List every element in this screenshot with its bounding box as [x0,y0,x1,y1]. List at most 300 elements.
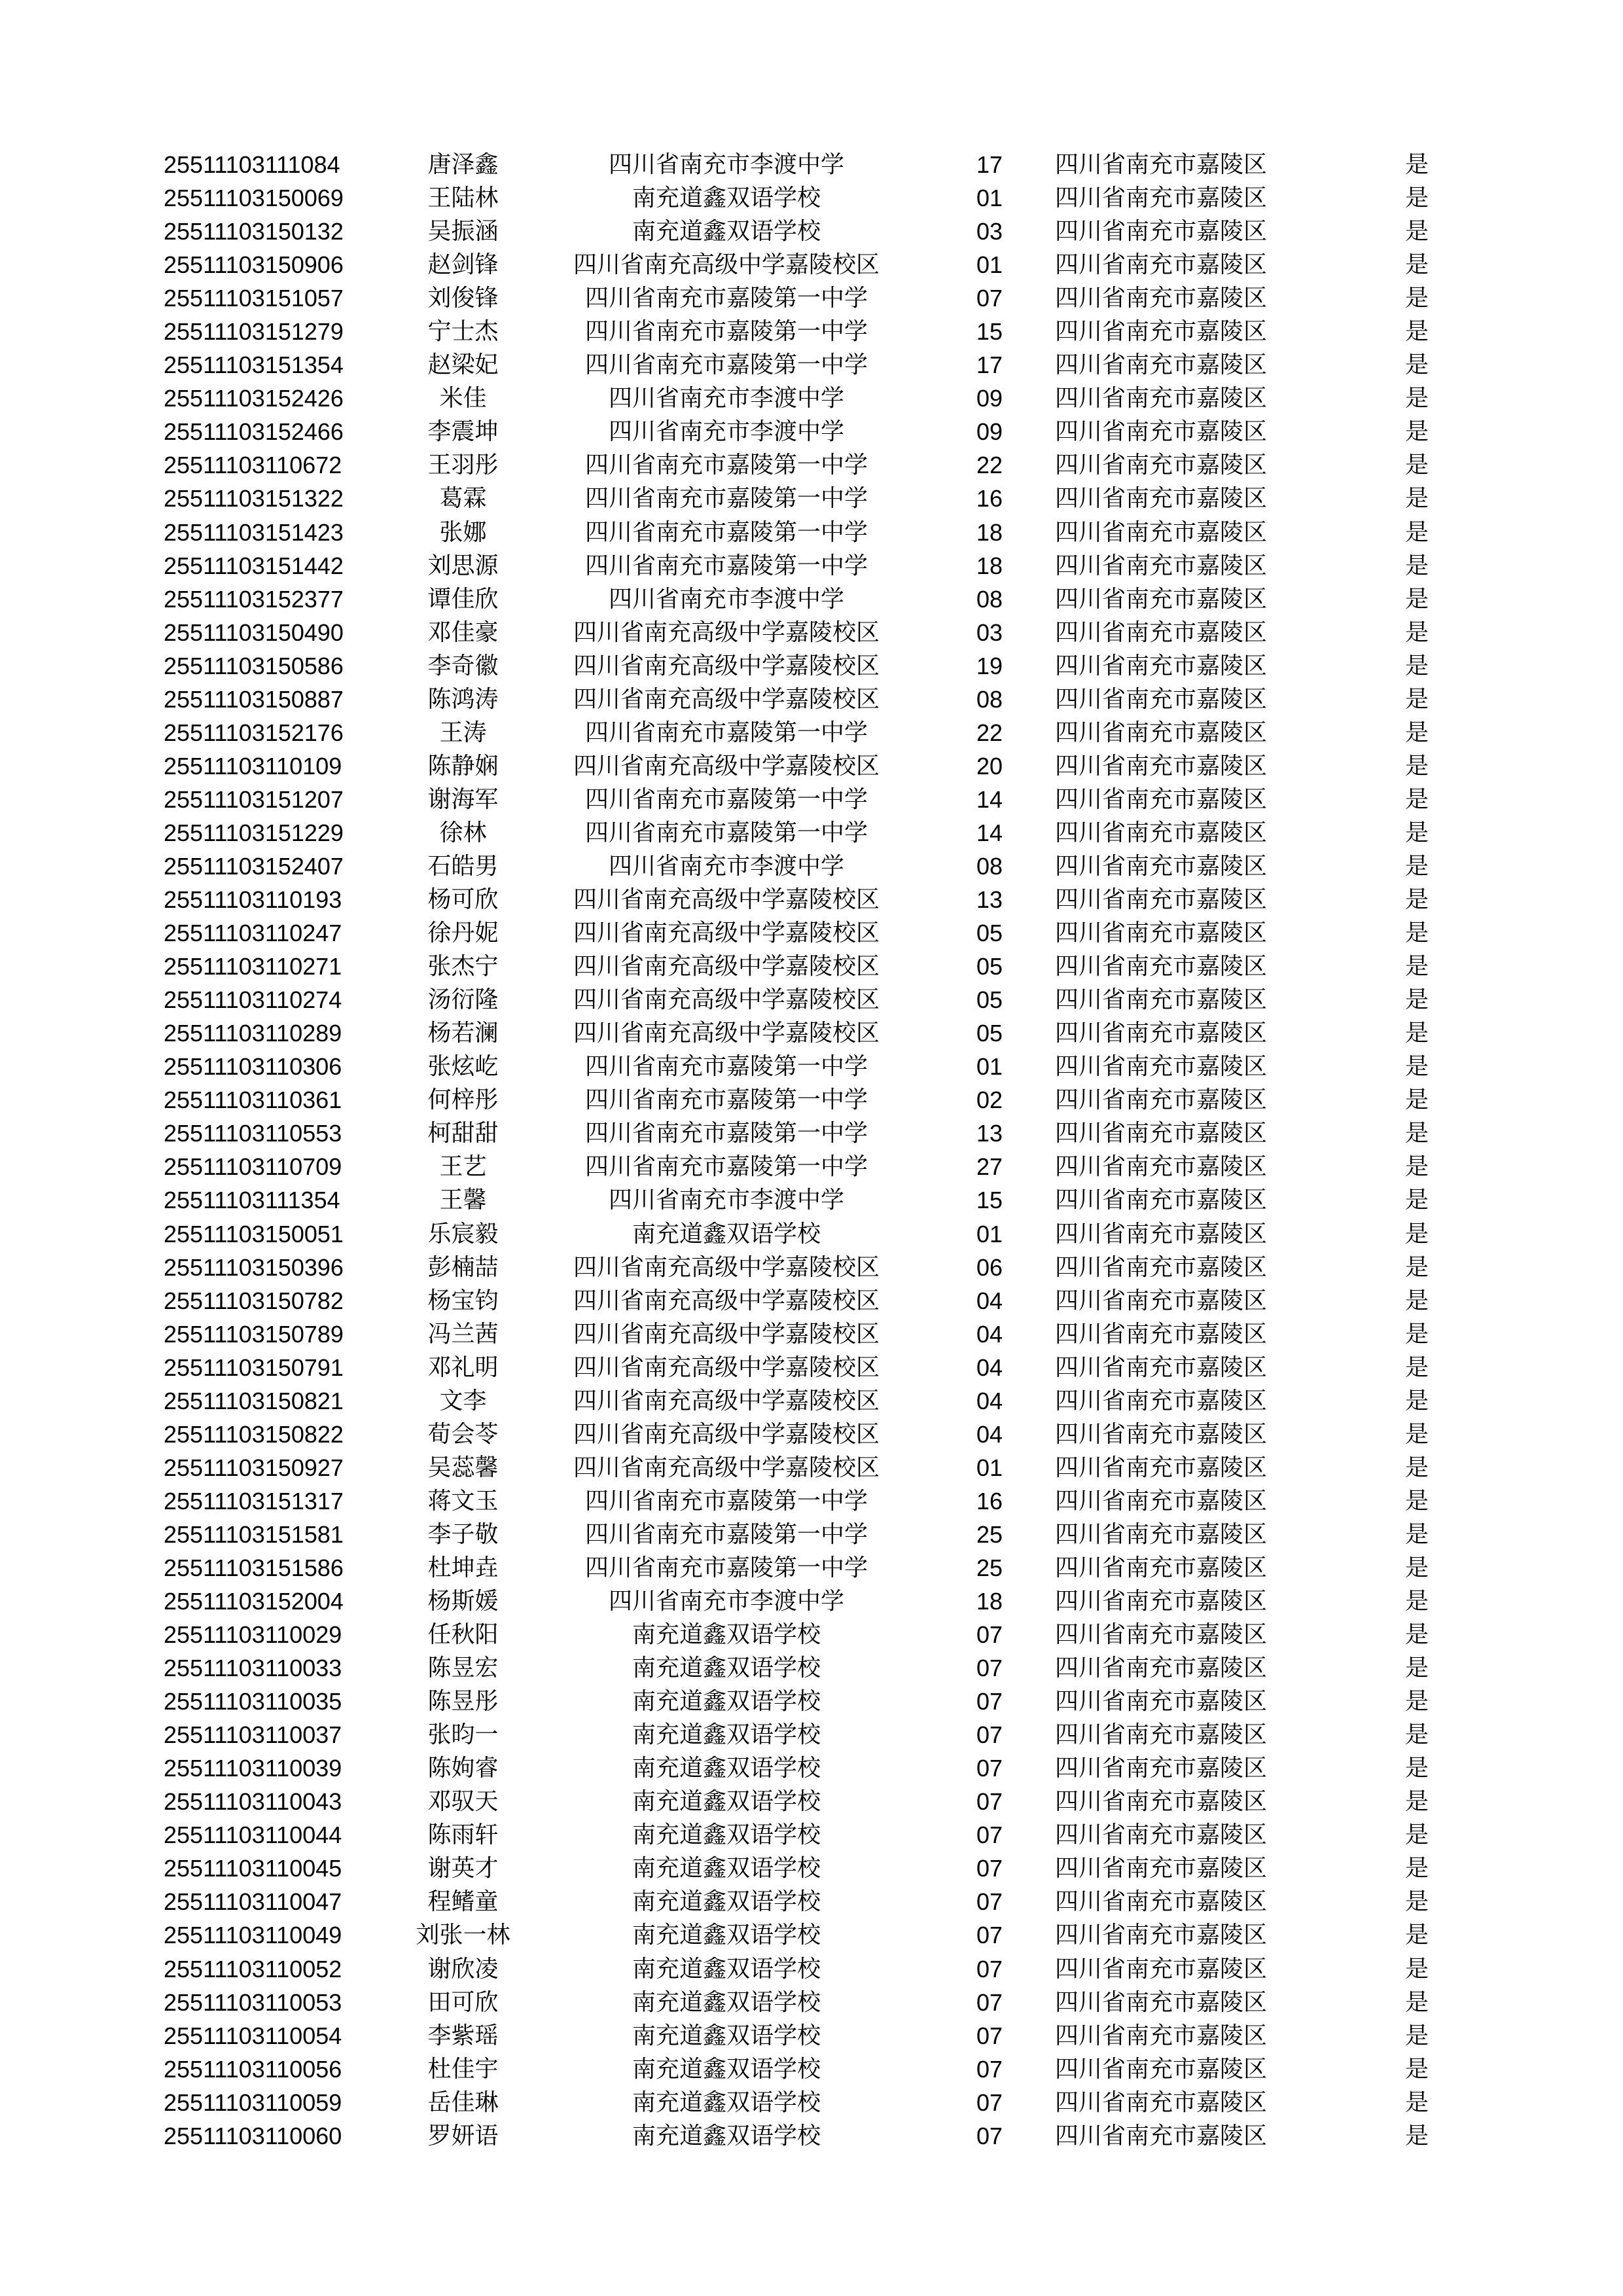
table-row [0,1351,1623,1384]
class-number-cell: 09 [976,418,1003,446]
district-cell: 四川省南充市嘉陵区 [1055,151,1268,178]
exam-number-cell: 25511103150051 [164,1220,344,1247]
eligibility-flag-cell: 是 [1404,318,1429,346]
eligibility-flag-cell: 是 [1404,719,1429,746]
eligibility-flag-cell: 是 [1404,652,1429,679]
eligibility-flag-cell: 是 [1404,1621,1429,1649]
exam-number-cell: 25511103110053 [164,1988,342,2016]
exam-number-cell: 25511103110271 [164,953,342,980]
class-number-cell: 07 [976,1655,1003,1682]
table-row [0,1718,1623,1751]
eligibility-flag-cell: 是 [1404,1554,1429,1581]
district-cell: 四川省南充市嘉陵区 [1055,1153,1268,1181]
student-name-cell: 陈雨轩 [427,1821,499,1849]
school-name-cell: 四川省南充市嘉陵第一中学 [584,1487,868,1515]
student-name-cell: 汤衍隆 [427,986,499,1014]
eligibility-flag-cell: 是 [1404,1287,1429,1314]
school-name-cell: 四川省南充市嘉陵第一中学 [584,318,868,346]
student-name-cell: 杜坤垚 [427,1554,499,1581]
school-name-cell: 四川省南充高级中学嘉陵校区 [573,619,880,646]
exam-number-cell: 25511103152176 [164,719,344,746]
student-name-cell: 陈姁睿 [427,1755,499,1782]
table-row [0,1418,1623,1451]
eligibility-flag-cell: 是 [1404,1655,1429,1682]
district-cell: 四川省南充市嘉陵区 [1055,1220,1268,1247]
district-cell: 四川省南充市嘉陵区 [1055,1120,1268,1147]
class-number-cell: 20 [976,752,1003,780]
eligibility-flag-cell: 是 [1404,1187,1429,1214]
class-number-cell: 08 [976,852,1003,880]
table-row [0,2086,1623,2119]
exam-number-cell: 25511103150069 [164,185,344,212]
eligibility-flag-cell: 是 [1404,585,1429,613]
eligibility-flag-cell: 是 [1404,986,1429,1014]
student-name-cell: 葛霖 [439,485,487,512]
eligibility-flag-cell: 是 [1404,1888,1429,1916]
school-name-cell: 四川省南充市李渡中学 [608,852,844,880]
eligibility-flag-cell: 是 [1404,1520,1429,1548]
exam-number-cell: 25511103150396 [164,1253,344,1281]
class-number-cell: 25 [976,1554,1003,1581]
table-row [0,1183,1623,1217]
class-number-cell: 03 [976,218,1003,245]
class-number-cell: 08 [976,585,1003,613]
student-name-cell: 徐丹妮 [427,920,499,947]
class-number-cell: 14 [976,785,1003,813]
table-row [0,482,1623,515]
student-name-cell: 张杰宁 [427,953,499,980]
district-cell: 四川省南充市嘉陵区 [1055,485,1268,512]
class-number-cell: 19 [976,652,1003,679]
class-number-cell: 07 [976,1788,1003,1816]
exam-number-cell: 25511103151586 [164,1554,344,1581]
exam-number-cell: 25511103110274 [164,986,342,1014]
student-name-cell: 刘张一林 [416,1922,510,1949]
school-name-cell: 四川省南充高级中学嘉陵校区 [573,1253,880,1281]
class-number-cell: 09 [976,385,1003,412]
exam-number-cell: 25511103152407 [164,852,344,880]
student-name-cell: 陈静娴 [427,752,499,780]
class-number-cell: 27 [976,1153,1003,1181]
district-cell: 四川省南充市嘉陵区 [1055,1788,1268,1816]
student-name-cell: 冯兰茜 [427,1320,499,1348]
student-name-cell: 田可欣 [427,1988,499,2016]
exam-number-cell: 25511103150490 [164,619,344,646]
exam-number-cell: 25511103151057 [164,285,344,312]
district-cell: 四川省南充市嘉陵区 [1055,518,1268,546]
table-row [0,1918,1623,1952]
exam-number-cell: 25511103110672 [164,452,342,479]
school-name-cell: 四川省南充市李渡中学 [608,418,844,446]
exam-number-cell: 25511103151207 [164,785,344,813]
student-name-cell: 谢海军 [427,785,499,813]
table-row [0,1785,1623,1818]
eligibility-flag-cell: 是 [1404,1387,1429,1414]
exam-number-cell: 25511103110043 [164,1788,342,1816]
student-name-cell: 程鳍童 [427,1888,499,1916]
district-cell: 四川省南充市嘉陵区 [1055,2022,1268,2049]
student-name-cell: 张娜 [439,518,487,546]
district-cell: 四川省南充市嘉陵区 [1055,1855,1268,1882]
eligibility-flag-cell: 是 [1404,251,1429,279]
table-row [0,1016,1623,1050]
class-number-cell: 04 [976,1287,1003,1314]
table-row [0,983,1623,1016]
school-name-cell: 南充道鑫双语学校 [632,1721,821,1749]
exam-number-cell: 25511103151279 [164,318,344,346]
class-number-cell: 07 [976,285,1003,312]
class-number-cell: 18 [976,552,1003,579]
class-number-cell: 07 [976,1688,1003,1715]
district-cell: 四川省南充市嘉陵区 [1055,1053,1268,1081]
exam-number-cell: 25511103110553 [164,1120,342,1147]
eligibility-flag-cell: 是 [1404,1721,1429,1749]
student-name-cell: 王陆林 [427,185,499,212]
district-cell: 四川省南充市嘉陵区 [1055,1988,1268,2016]
student-name-cell: 米佳 [439,385,487,412]
class-number-cell: 01 [976,1220,1003,1247]
district-cell: 四川省南充市嘉陵区 [1055,953,1268,980]
class-number-cell: 03 [976,619,1003,646]
table-row [0,1885,1623,1918]
table-row [0,382,1623,415]
school-name-cell: 南充道鑫双语学校 [632,1688,821,1715]
student-name-cell: 张昀一 [427,1721,499,1749]
school-name-cell: 四川省南充市李渡中学 [608,1187,844,1214]
eligibility-flag-cell: 是 [1404,418,1429,446]
exam-number-cell: 25511103110029 [164,1621,342,1649]
table-row [0,2053,1623,2086]
school-name-cell: 南充道鑫双语学校 [632,1220,821,1247]
school-name-cell: 四川省南充市嘉陵第一中学 [584,1120,868,1147]
exam-number-cell: 25511103110056 [164,2055,342,2083]
eligibility-flag-cell: 是 [1404,1688,1429,1715]
table-row [0,2119,1623,2153]
district-cell: 四川省南充市嘉陵区 [1055,351,1268,379]
school-name-cell: 四川省南充高级中学嘉陵校区 [573,1320,880,1348]
eligibility-flag-cell: 是 [1404,1086,1429,1114]
district-cell: 四川省南充市嘉陵区 [1055,852,1268,880]
eligibility-flag-cell: 是 [1404,1955,1429,1982]
eligibility-flag-cell: 是 [1404,351,1429,379]
district-cell: 四川省南充市嘉陵区 [1055,986,1268,1014]
class-number-cell: 18 [976,518,1003,546]
class-number-cell: 05 [976,953,1003,980]
student-name-cell: 刘俊锋 [427,285,499,312]
class-number-cell: 17 [976,151,1003,178]
district-cell: 四川省南充市嘉陵区 [1055,1755,1268,1782]
student-name-cell: 李紫瑶 [427,2022,499,2049]
student-name-cell: 石皓男 [427,852,499,880]
table-row [0,2019,1623,2053]
class-number-cell: 05 [976,986,1003,1014]
student-name-cell: 王馨 [439,1187,487,1214]
table-row [0,181,1623,215]
district-cell: 四川省南充市嘉陵区 [1055,1955,1268,1982]
exam-number-cell: 25511103110306 [164,1053,342,1081]
table-row [0,850,1623,883]
exam-number-cell: 25511103110059 [164,2089,342,2116]
eligibility-flag-cell: 是 [1404,151,1429,178]
student-name-cell: 杨斯媛 [427,1588,499,1615]
district-cell: 四川省南充市嘉陵区 [1055,251,1268,279]
district-cell: 四川省南充市嘉陵区 [1055,619,1268,646]
district-cell: 四川省南充市嘉陵区 [1055,1454,1268,1481]
table-row [0,315,1623,348]
student-name-cell: 邓驭天 [427,1788,499,1816]
student-name-cell: 吴振涵 [427,218,499,245]
eligibility-flag-cell: 是 [1404,953,1429,980]
eligibility-flag-cell: 是 [1404,2122,1429,2149]
school-name-cell: 四川省南充市嘉陵第一中学 [584,1053,868,1081]
district-cell: 四川省南充市嘉陵区 [1055,1655,1268,1682]
class-number-cell: 16 [976,1487,1003,1515]
student-name-cell: 王涛 [439,719,487,746]
eligibility-flag-cell: 是 [1404,285,1429,312]
student-name-cell: 文李 [439,1387,487,1414]
school-name-cell: 四川省南充市李渡中学 [608,585,844,613]
eligibility-flag-cell: 是 [1404,1320,1429,1348]
class-number-cell: 16 [976,485,1003,512]
eligibility-flag-cell: 是 [1404,619,1429,646]
school-name-cell: 四川省南充高级中学嘉陵校区 [573,752,880,780]
district-cell: 四川省南充市嘉陵区 [1055,1187,1268,1214]
eligibility-flag-cell: 是 [1404,1120,1429,1147]
eligibility-flag-cell: 是 [1404,1220,1429,1247]
school-name-cell: 四川省南充市嘉陵第一中学 [584,785,868,813]
school-name-cell: 四川省南充高级中学嘉陵校区 [573,886,880,914]
table-row [0,415,1623,448]
exam-number-cell: 25511103152466 [164,418,344,446]
exam-number-cell: 25511103150821 [164,1387,344,1414]
eligibility-flag-cell: 是 [1404,185,1429,212]
eligibility-flag-cell: 是 [1404,785,1429,813]
district-cell: 四川省南充市嘉陵区 [1055,552,1268,579]
table-row [0,1083,1623,1117]
eligibility-flag-cell: 是 [1404,1420,1429,1448]
table-row [0,1284,1623,1318]
school-name-cell: 四川省南充市嘉陵第一中学 [584,1153,868,1181]
table-row [0,1117,1623,1150]
table-row [0,549,1623,583]
exam-number-cell: 25511103151581 [164,1520,344,1548]
school-name-cell: 南充道鑫双语学校 [632,1655,821,1682]
eligibility-flag-cell: 是 [1404,452,1429,479]
school-name-cell: 南充道鑫双语学校 [632,1755,821,1782]
exam-number-cell: 25511103150789 [164,1320,344,1348]
school-name-cell: 南充道鑫双语学校 [632,1621,821,1649]
exam-number-cell: 25511103110709 [164,1153,342,1181]
exam-number-cell: 25511103110060 [164,2122,342,2149]
student-name-cell: 杨宝钧 [427,1287,499,1314]
student-name-cell: 李奇徽 [427,652,499,679]
table-row [0,1986,1623,2019]
class-number-cell: 22 [976,452,1003,479]
table-row [0,649,1623,683]
school-name-cell: 四川省南充市嘉陵第一中学 [584,1520,868,1548]
table-row [0,1251,1623,1284]
school-name-cell: 四川省南充市嘉陵第一中学 [584,819,868,846]
student-name-cell: 陈鸿涛 [427,685,499,713]
exam-number-cell: 25511103110037 [164,1721,342,1749]
student-name-cell: 杜佳宇 [427,2055,499,2083]
class-number-cell: 07 [976,2022,1003,2049]
exam-number-cell: 25511103110047 [164,1888,342,1916]
class-number-cell: 01 [976,251,1003,279]
class-number-cell: 07 [976,2055,1003,2083]
table-row [0,950,1623,983]
district-cell: 四川省南充市嘉陵区 [1055,1588,1268,1615]
table-row [0,1484,1623,1518]
table-row [0,816,1623,850]
school-name-cell: 四川省南充高级中学嘉陵校区 [573,1454,880,1481]
eligibility-flag-cell: 是 [1404,1755,1429,1782]
table-row [0,1818,1623,1852]
student-name-cell: 柯甜甜 [427,1120,499,1147]
school-name-cell: 南充道鑫双语学校 [632,218,821,245]
eligibility-flag-cell: 是 [1404,1020,1429,1047]
eligibility-flag-cell: 是 [1404,1053,1429,1081]
eligibility-flag-cell: 是 [1404,485,1429,512]
table-row [0,883,1623,916]
class-number-cell: 08 [976,685,1003,713]
table-row [0,1685,1623,1718]
class-number-cell: 05 [976,920,1003,947]
student-name-cell: 荀会苓 [427,1420,499,1448]
class-number-cell: 17 [976,351,1003,379]
table-row [0,616,1623,649]
district-cell: 四川省南充市嘉陵区 [1055,2122,1268,2149]
district-cell: 四川省南充市嘉陵区 [1055,1253,1268,1281]
school-name-cell: 四川省南充高级中学嘉陵校区 [573,1287,880,1314]
table-row [0,348,1623,382]
exam-number-cell: 25511103110049 [164,1922,342,1949]
table-row [0,448,1623,482]
eligibility-flag-cell: 是 [1404,1821,1429,1849]
school-name-cell: 四川省南充市嘉陵第一中学 [584,719,868,746]
eligibility-flag-cell: 是 [1404,1588,1429,1615]
exam-number-cell: 25511103150782 [164,1287,344,1314]
exam-number-cell: 25511103150887 [164,685,344,713]
student-name-cell: 李子敬 [427,1520,499,1548]
school-name-cell: 四川省南充市嘉陵第一中学 [584,1086,868,1114]
school-name-cell: 南充道鑫双语学校 [632,1988,821,2016]
class-number-cell: 07 [976,1888,1003,1916]
eligibility-flag-cell: 是 [1404,2022,1429,2049]
school-name-cell: 四川省南充高级中学嘉陵校区 [573,1354,880,1381]
school-name-cell: 四川省南充市嘉陵第一中学 [584,1554,868,1581]
district-cell: 四川省南充市嘉陵区 [1055,719,1268,746]
eligibility-flag-cell: 是 [1404,1855,1429,1882]
table-row [0,1952,1623,1986]
eligibility-flag-cell: 是 [1404,1153,1429,1181]
student-name-cell: 任秋阳 [427,1621,499,1649]
district-cell: 四川省南充市嘉陵区 [1055,785,1268,813]
student-name-cell: 唐泽鑫 [427,151,499,178]
class-number-cell: 07 [976,1721,1003,1749]
eligibility-flag-cell: 是 [1404,385,1429,412]
class-number-cell: 07 [976,1988,1003,2016]
exam-number-cell: 25511103151229 [164,819,344,846]
table-row [0,916,1623,950]
district-cell: 四川省南充市嘉陵区 [1055,418,1268,446]
district-cell: 四川省南充市嘉陵区 [1055,1287,1268,1314]
exam-number-cell: 25511103151354 [164,351,344,379]
school-name-cell: 南充道鑫双语学校 [632,2055,821,2083]
class-number-cell: 04 [976,1354,1003,1381]
class-number-cell: 15 [976,1187,1003,1214]
student-name-cell: 何梓彤 [427,1086,499,1114]
student-name-cell: 徐林 [439,819,487,846]
student-name-cell: 杨可欣 [427,886,499,914]
exam-number-cell: 25511103110035 [164,1688,342,1715]
exam-number-cell: 25511103150586 [164,652,344,679]
district-cell: 四川省南充市嘉陵区 [1055,1922,1268,1949]
class-number-cell: 07 [976,1755,1003,1782]
class-number-cell: 04 [976,1387,1003,1414]
table-row [0,1150,1623,1183]
student-name-cell: 宁士杰 [427,318,499,346]
table-row [0,1050,1623,1083]
student-name-cell: 邓礼明 [427,1354,499,1381]
school-name-cell: 四川省南充高级中学嘉陵校区 [573,251,880,279]
table-row [0,215,1623,248]
class-number-cell: 01 [976,1454,1003,1481]
student-name-cell: 杨若澜 [427,1020,499,1047]
school-name-cell: 四川省南充市嘉陵第一中学 [584,518,868,546]
district-cell: 四川省南充市嘉陵区 [1055,1020,1268,1047]
district-cell: 四川省南充市嘉陵区 [1055,1086,1268,1114]
exam-number-cell: 25511103151423 [164,518,344,546]
school-name-cell: 四川省南充市嘉陵第一中学 [584,452,868,479]
table-row [0,1751,1623,1785]
exam-number-cell: 25511103110054 [164,2022,342,2049]
district-cell: 四川省南充市嘉陵区 [1055,1354,1268,1381]
table-row [0,1384,1623,1418]
table-row [0,1318,1623,1351]
eligibility-flag-cell: 是 [1404,920,1429,947]
school-name-cell: 四川省南充市嘉陵第一中学 [584,351,868,379]
district-cell: 四川省南充市嘉陵区 [1055,920,1268,947]
exam-number-cell: 25511103110247 [164,920,342,947]
district-cell: 四川省南充市嘉陵区 [1055,318,1268,346]
school-name-cell: 四川省南充高级中学嘉陵校区 [573,986,880,1014]
school-name-cell: 南充道鑫双语学校 [632,2022,821,2049]
district-cell: 四川省南充市嘉陵区 [1055,1688,1268,1715]
eligibility-flag-cell: 是 [1404,2089,1429,2116]
table-row [0,683,1623,716]
district-cell: 四川省南充市嘉陵区 [1055,1420,1268,1448]
eligibility-flag-cell: 是 [1404,1788,1429,1816]
school-name-cell: 南充道鑫双语学校 [632,1888,821,1916]
table-row [0,1618,1623,1651]
district-cell: 四川省南充市嘉陵区 [1055,185,1268,212]
eligibility-flag-cell: 是 [1404,1354,1429,1381]
class-number-cell: 13 [976,1120,1003,1147]
district-cell: 四川省南充市嘉陵区 [1055,685,1268,713]
school-name-cell: 四川省南充市嘉陵第一中学 [584,285,868,312]
district-cell: 四川省南充市嘉陵区 [1055,1554,1268,1581]
table-row [0,281,1623,315]
exam-number-cell: 25511103151317 [164,1487,344,1515]
class-number-cell: 02 [976,1086,1003,1114]
student-name-cell: 邓佳豪 [427,619,499,646]
exam-number-cell: 25511103151442 [164,552,344,579]
school-name-cell: 南充道鑫双语学校 [632,1788,821,1816]
student-name-cell: 张炫屹 [427,1053,499,1081]
student-name-cell: 谢欣凌 [427,1955,499,1982]
class-number-cell: 13 [976,886,1003,914]
